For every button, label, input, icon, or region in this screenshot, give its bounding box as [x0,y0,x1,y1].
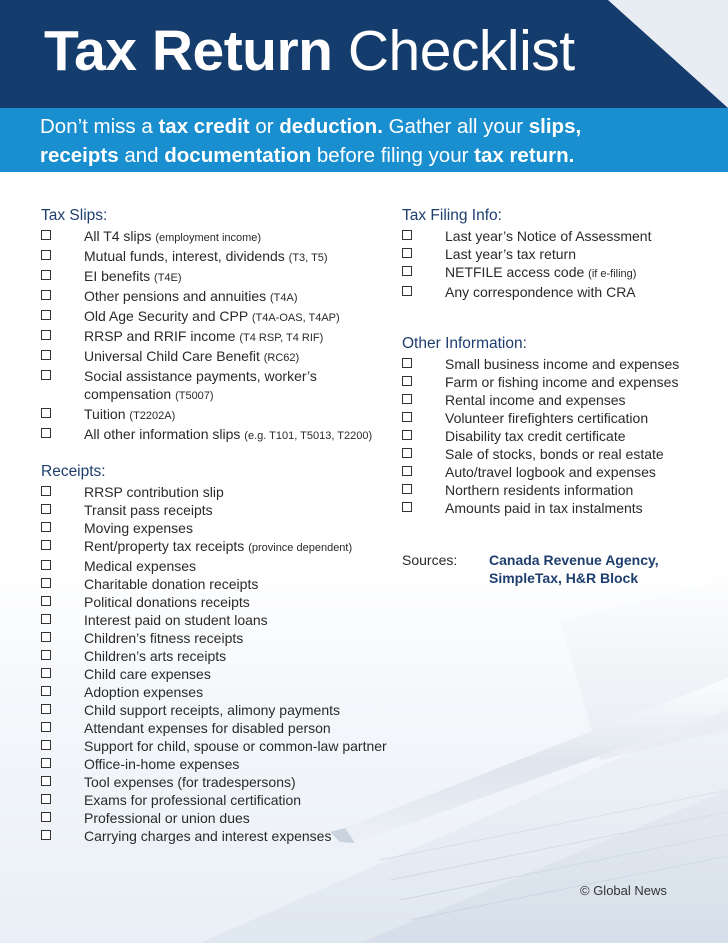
checklist-item [41,701,391,719]
checklist-item [402,409,712,427]
checklist-item-label: Last year’s Notice of Assessment [445,228,652,244]
page-title [44,18,575,84]
checkbox[interactable] [41,408,51,418]
checkbox[interactable] [402,466,412,476]
checkbox[interactable] [41,686,51,696]
checklist-item-label: All other information slips [84,426,241,442]
checklist-item [41,719,391,737]
other-info-list [402,355,712,517]
checklist-item-label: Tuition [84,406,126,422]
other-info-section [402,334,712,517]
checkbox[interactable] [41,250,51,260]
checklist-item [41,327,391,347]
checklist-item-label: Auto/travel logbook and expenses [445,464,656,480]
checklist-item [41,405,391,425]
checklist-item-label: Mutual funds, interest, dividends [84,248,285,264]
checklist-item [402,283,712,301]
checklist-item [402,463,712,481]
checkbox[interactable] [41,830,51,840]
checklist-item [41,425,391,445]
checklist-item [41,557,391,575]
checklist-item-label: Professional or union dues [84,810,250,826]
checkbox[interactable] [41,350,51,360]
checklist-item-label: Child care expenses [84,666,211,682]
tax-slips-section [41,206,391,445]
checklist-item-label: Any correspondence with CRA [445,284,636,300]
checklist-item-label: Amounts paid in tax instalments [445,500,643,516]
tax-slips-title: Tax Slips: [41,207,108,224]
checklist-item [41,629,391,647]
checkbox[interactable] [402,358,412,368]
checklist-item [41,287,391,307]
checkbox[interactable] [41,632,51,642]
checklist-item [41,247,391,267]
left-column [41,206,391,862]
checklist-item [402,427,712,445]
checklist-item [402,355,712,373]
tax-slips-list [41,227,391,445]
checkbox[interactable] [402,502,412,512]
checklist-item-label: Tool expenses (for tradespersons) [84,774,296,790]
banner-text-part: and [118,144,165,167]
checklist-item [41,483,391,501]
checkbox[interactable] [41,614,51,624]
copyright-credit: © Global News [580,883,667,898]
checkbox[interactable] [41,310,51,320]
checklist-item [41,501,391,519]
checklist-item [41,575,391,593]
checkbox[interactable] [41,504,51,514]
page-title-light: Checklist [347,19,575,83]
checkbox[interactable] [41,668,51,678]
checklist-item [41,791,391,809]
checklist-item-label: Carrying charges and interest expenses [84,828,332,844]
checklist-item-label: Volunteer firefighters certification [445,410,649,426]
checklist-item-label: Office-in-home expenses [84,756,240,772]
checklist-item-label: EI benefits [84,268,151,284]
checklist-item-label: Last year’s tax return [445,246,576,262]
checklist-item [41,665,391,683]
checklist-item [41,737,391,755]
checkbox[interactable] [41,596,51,606]
checklist-item-label: RRSP and RRIF income [84,328,236,344]
checklist-item-note: (T4A) [270,292,298,304]
checkbox[interactable] [402,376,412,386]
checkbox[interactable] [402,448,412,458]
checklist-item-label: Political donations receipts [84,594,250,610]
banner-text-bold: documentation [164,144,312,167]
checklist-item-label: Moving expenses [84,520,193,536]
checklist-item [41,367,391,405]
checklist-item-label: Sale of stocks, bonds or real estate [445,446,664,462]
checklist-item [41,347,391,367]
checklist-item-label: Charitable donation receipts [84,576,259,592]
filing-info-section [402,206,712,301]
checklist-item [41,683,391,701]
checklist-item-label: Children’s fitness receipts [84,630,244,646]
checklist-item-label: Support for child, spouse or common-law partner [84,738,387,754]
checklist-item [402,481,712,499]
checklist-item-label: NETFILE access code [445,264,585,280]
checkbox[interactable] [41,522,51,532]
checklist-item [402,245,712,263]
filing-info-title: Tax Filing Info: [402,207,502,224]
checkbox[interactable] [41,540,51,550]
checkbox[interactable] [41,758,51,768]
checklist-item-label: Attendant expenses for disabled person [84,720,331,736]
checklist-item-note: (if e-filing) [588,268,637,280]
checklist-item [41,647,391,665]
checkbox[interactable] [41,560,51,570]
checklist-item [41,827,391,845]
checkbox[interactable] [41,370,51,380]
checkbox[interactable] [41,330,51,340]
checklist-item-label: RRSP contribution slip [84,484,224,500]
checkbox[interactable] [402,430,412,440]
checklist-item [41,809,391,827]
checklist-item [41,593,391,611]
checklist-item-label: Universal Child Care Benefit [84,348,260,364]
checkbox[interactable] [41,428,51,438]
checkbox[interactable] [41,812,51,822]
checklist-item-label: Farm or fishing income and expenses [445,374,679,390]
checklist-item-note: (T4A-OAS, T4AP) [251,312,340,324]
checklist-item [41,611,391,629]
checkbox[interactable] [41,290,51,300]
checklist-item-note: (T2202A) [129,410,176,422]
receipts-title: Receipts: [41,463,106,480]
checklist-item-label: Other pensions and annuities [84,288,267,304]
checklist-item [402,445,712,463]
banner-text-part: Gather all your [382,115,529,138]
checklist-item [41,519,391,537]
header-corner-decoration [608,0,728,108]
checklist-item-label: Children’s arts receipts [84,648,227,664]
sources-label: Sources: [402,552,458,568]
banner-text-bold: tax credit [158,115,250,138]
checklist-item [402,227,712,245]
checklist-item [402,499,712,517]
checklist-item-label: Adoption expenses [84,684,204,700]
checklist-item-label: Disability tax credit certificate [445,428,626,444]
checklist-item [41,537,391,557]
checklist-item [41,755,391,773]
right-column [402,206,712,550]
checklist-item-label: Old Age Security and CPP [84,308,248,324]
banner-text-bold: deduction. [279,115,383,138]
filing-info-list [402,227,712,301]
checklist-item-label: Interest paid on student loans [84,612,268,628]
banner-text [40,112,710,170]
checklist-item-note: (T4E) [154,272,182,284]
checklist-item-label: Social assistance payments, worker’s compensation [84,368,317,402]
checkbox[interactable] [41,722,51,732]
checklist-item [41,227,391,247]
checkbox[interactable] [402,412,412,422]
checklist-item [41,307,391,327]
checklist-item [402,373,712,391]
checkbox[interactable] [41,776,51,786]
checkbox[interactable] [41,650,51,660]
checkbox[interactable] [41,270,51,280]
checkbox[interactable] [41,794,51,804]
checklist-item-note: (T3, T5) [288,252,328,264]
checkbox[interactable] [41,230,51,240]
checklist-item-note: (province dependent) [248,542,353,554]
checklist-item-label: Medical expenses [84,558,197,574]
checklist-item-label: Child support receipts, alimony payments [84,702,341,718]
receipts-section [41,462,391,845]
checklist-item-label: Northern residents information [445,482,634,498]
checkbox[interactable] [402,484,412,494]
checklist-item-note: (RC62) [263,352,300,364]
checkbox[interactable] [41,704,51,714]
banner-text-part: before filing your [311,144,475,167]
banner-text-bold: slips, [528,115,582,138]
checklist-item-label: Exams for professional certification [84,792,302,808]
checklist-item-label: All T4 slips [84,228,152,244]
checkbox[interactable] [41,578,51,588]
checklist-item-note: (e.g. T101, T5013, T2200) [244,430,373,442]
checkbox[interactable] [402,248,412,258]
page-title-bold: Tax Return [44,19,333,83]
checklist-item-label: Rent/property tax receipts [84,538,245,554]
checklist-item-note: (employment income) [155,232,262,244]
receipts-list [41,483,391,845]
banner-text-bold: tax return. [474,144,575,167]
checkbox[interactable] [402,266,412,276]
checkbox[interactable] [41,486,51,496]
banner-text-part: Don’t miss a [40,115,159,138]
checklist-item [41,773,391,791]
banner-text-part: or [249,115,280,138]
checkbox[interactable] [402,230,412,240]
checkbox[interactable] [402,394,412,404]
checklist-item-label: Small business income and expenses [445,356,680,372]
checkbox[interactable] [41,740,51,750]
banner-text-bold: receipts [40,144,119,167]
checkbox[interactable] [402,286,412,296]
checklist-item-note: (T5007) [175,390,214,402]
checklist-item [402,263,712,283]
checklist-item-label: Rental income and expenses [445,392,626,408]
sources-value: Canada Revenue Agency, SimpleTax, H&R Block [489,552,659,586]
checklist-item [41,267,391,287]
checklist-item-label: Transit pass receipts [84,502,213,518]
other-info-title: Other Information: [402,335,527,352]
checklist-item [402,391,712,409]
checklist-item-note: (T4 RSP, T4 RIF) [239,332,324,344]
